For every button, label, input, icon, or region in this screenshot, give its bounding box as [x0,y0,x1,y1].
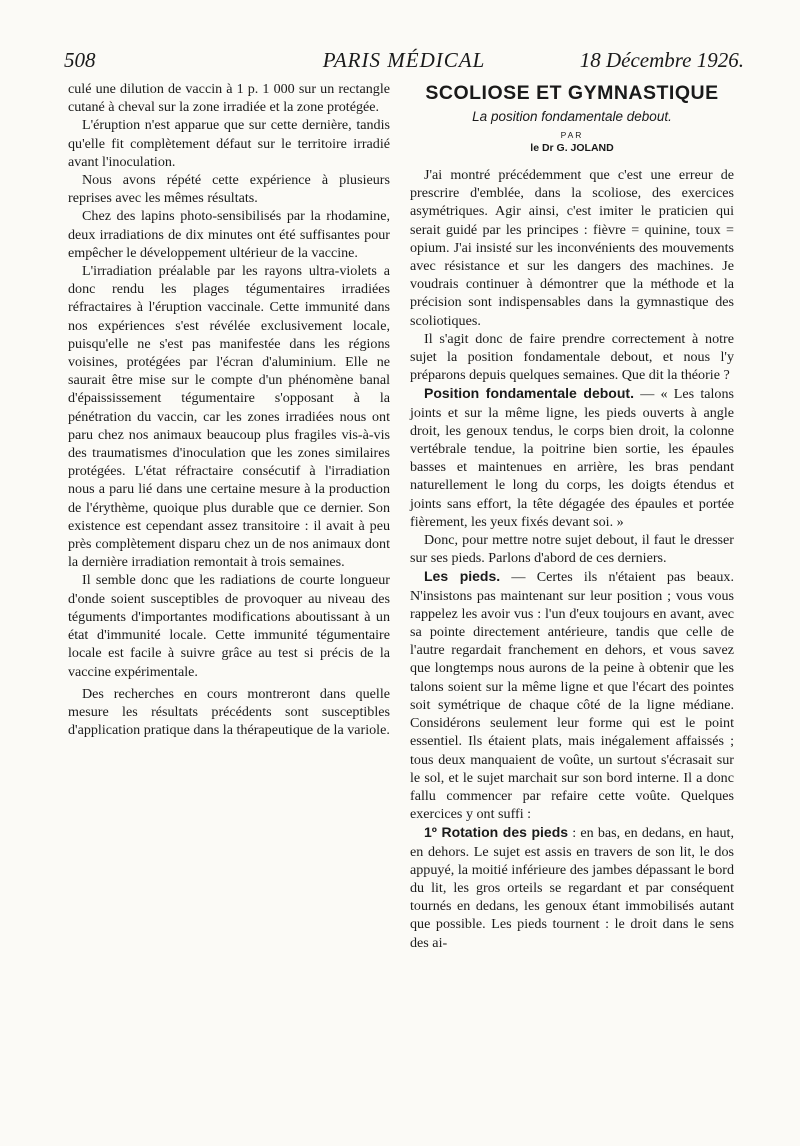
paragraph: J'ai montré précédemment que c'est une erreur de prescrire d'emblée, dans la scoliose, des exercices asymétriques. Agir ainsi, c'est imiter le praticien qui serait guidé par les principes : fièvre = quinine, toux = opium. J'ai insisté sur les inconvénients des mouvements avec résistance et sur les dangers des machines. Je voudrais continuer à démontrer que la méthode et la précision sont indispensables dans la gymnastique des scoliotiques. [410,167,734,329]
paragraph: Nous avons répété cette expérience à plusieurs reprises avec les mêmes résultats. [68,172,390,207]
article-subtitle: La position fondamentale debout. [472,109,672,124]
paragraph: Donc, pour mettre notre sujet debout, il faut le dresser sur ses pieds. Parlons d'abord de ces derniers. [410,532,734,567]
page-number: 508 [64,48,96,72]
paragraph: Il semble donc que les radiations de courte longueur d'onde soient susceptibles de provoquer au niveau des téguments d'importantes modifications aboutissant à un état d'immunité locale. Cette immunité tégumentaire locale est facile à suivre grâce au test si précis de la vaccine expérimentale. [68,572,390,680]
paragraph: Il s'agit donc de faire prendre correctement à notre sujet la position fondamentale debout, et nous l'y préparons depuis quelques semaines. Que dit la théorie ? [410,330,734,384]
section-text: — Certes ils n'étaient pas beaux. N'insistons pas maintenant sur leur position ; vous vous rappelez les avoir vus : l'un d'eux toujours en avant, avec sa pointe directement antérieure, tandis que celle de l'autre regardait franchement en dehors, et vous savez que longtemps nous aurons de la peine à obtenir que les talons soient sur la même ligne et que l'écart des pointes soit symétrique de chaque côté de la ligne médiane. Considérons seulement leur forme qui est le point essentiel. Ils étaient plats, mais inégalement affaissés ; tous deux manquaient de voûte, un surtout s'écrasait sur le sol, et le sujet marchait sur son bord interne. Il a donc fallu commencer par refaire cette voûte. Quelques exercices y ont suffi : [410,569,735,823]
paragraph [410,823,734,951]
paragraph [410,384,734,531]
paragraph: Des recherches en cours montreront dans quelle mesure les résultats précédents sont susceptibles d'application pratique dans la thérapeutique de la variole. [68,685,390,739]
section-heading: 1º Rotation des pieds [424,824,569,841]
paragraph: culé une dilution de vaccin à 1 p. 1 000 sur un rectangle cutané à cheval sur la zone irradiée et la zone protégée. [68,81,390,116]
paragraph: L'irradiation préalable par les rayons ultra-violets a donc rendu les plages tégumentaires irradiées réfractaires à l'éruption vaccinale. Cette immunité dans nos expériences s'est révélée exclusivement locale, puisqu'elle ne s'est pas manifestée dans les régions voisines, protégées par l'écran d'aluminium. Elle ne saurait être mise sur le compte d'un phénomène banal d'épaississement tégumentaire s'opposant à la pénétration du vaccin, car les zones irradiées nous ont paru chez nos animaux beaucoup plus fragiles vis-à-vis des traumatismes d'inoculation que les zones similaires protégées. L'état réfractaire consécutif à l'irradiation nous a paru lié dans une certaine mesure à la production de l'érythème, quoique plus durable que ce dernier. Son existence est cependant assez transitoire : il avait à peu près complètement disparu chez un de nos animaux dont la dernière irradiation remontait à trois semaines. [68,263,390,571]
paragraph [410,567,734,823]
section-text: : en bas, en dedans, en haut, en dehors. Le sujet est assis en travers de son lit, le dos appuyé, la moitié inférieure des jambes dépassant le bord du lit, les gros orteils se regardant et par conséquent tournés en dedans, les genoux étant immobilisés autant que possible. Les pieds tournent : le droit dans le sens des ai- [410,825,734,951]
paragraph: L'éruption n'est apparue que sur cette dernière, tandis qu'elle fit complètement défaut sur le territoire irradié avant l'inoculation. [68,117,390,170]
issue-date: 18 Décembre 1926. [579,48,744,72]
left-column [68,80,390,739]
section-text: — « Les talons joints et sur la même ligne, les pieds ouverts à angle droit, les genoux tendus, le corps bien droit, la colonne vertébrale tendue, la poitrine bien sortie, les épaules basses et maintenues en arrière, les bras pendant naturellement le long du corps, les doigts étendus et joints sans effort, la tête dégagée des épaules et portée fièrement, les yeux fixés devant soi. » [410,386,735,530]
journal-title: PARIS MÉDICAL [322,48,486,72]
page-header [64,44,744,74]
right-column [410,80,734,952]
paragraph: Chez des lapins photo-sensibilisés par la rhodamine, deux irradiations de dix minutes ont été suffisantes pour empêcher le développement ultérieur de la vaccine. [68,208,390,261]
article-title: SCOLIOSE ET GYMNASTIQUE [425,82,719,104]
byline-par: PAR [560,130,584,140]
section-heading: Les pieds. [424,568,501,585]
section-heading: Position fondamentale debout. [424,385,634,402]
article-author: le Dr G. JOLAND [530,142,614,154]
